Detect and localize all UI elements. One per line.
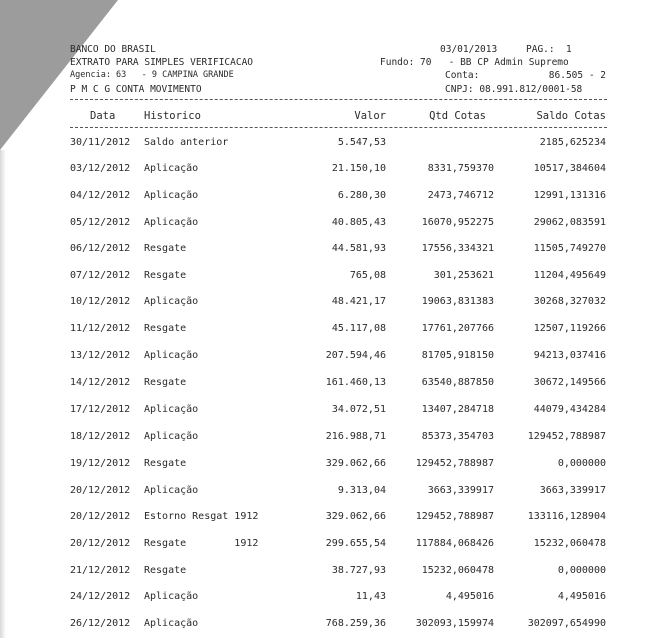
row-shares: 8331,759370: [427, 163, 494, 174]
row-history: Resgate: [144, 270, 187, 281]
row-shares: 85373,354703: [421, 431, 494, 442]
table-row: [0, 565, 655, 579]
row-shares: 13407,284718: [421, 404, 494, 415]
row-value: 329.062,66: [325, 511, 386, 522]
row-balance: 133116,128904: [527, 511, 606, 522]
row-value: 329.062,66: [325, 458, 386, 469]
row-date: 06/12/2012: [70, 243, 131, 254]
row-date: 11/12/2012: [70, 323, 131, 334]
row-balance: 10517,384604: [533, 163, 606, 174]
table-row: [0, 431, 655, 445]
row-history: Aplicação: [144, 404, 199, 415]
table-row: [0, 511, 655, 525]
row-balance: 94213,037416: [533, 350, 606, 361]
column-header-history: Historico: [144, 110, 201, 122]
row-balance: 4,495016: [557, 591, 606, 602]
table-row: [0, 190, 655, 204]
column-header-shares: Qtd Cotas: [429, 110, 486, 122]
row-history: Aplicação: [144, 217, 199, 228]
row-shares: 63540,887850: [421, 377, 494, 388]
row-shares: 15232,060478: [421, 565, 494, 576]
row-value: 34.072,51: [331, 404, 386, 415]
table-row: [0, 485, 655, 499]
row-value: 299.655,54: [325, 538, 386, 549]
table-row: [0, 538, 655, 552]
row-date: 21/12/2012: [70, 565, 131, 576]
row-balance: 0,000000: [557, 458, 606, 469]
table-row: [0, 243, 655, 257]
row-balance: 15232,060478: [533, 538, 606, 549]
row-shares: 129452,788987: [415, 458, 494, 469]
row-history: Aplicação: [144, 190, 199, 201]
fund-name: Fundo: 70 - BB CP Admin Supremo: [380, 57, 569, 68]
agency: Agencia: 63 - 9 CAMPINA GRANDE: [70, 70, 234, 80]
row-value: 207.594,46: [325, 350, 386, 361]
account-number: 86.505 - 2: [548, 70, 606, 81]
table-row: [0, 296, 655, 310]
row-history: Resgate: [144, 377, 187, 388]
row-date: 18/12/2012: [70, 431, 131, 442]
row-shares: 129452,788987: [415, 511, 494, 522]
row-value: 21.150,10: [331, 163, 386, 174]
row-balance: 44079,434284: [533, 404, 606, 415]
row-date: 24/12/2012: [70, 591, 131, 602]
row-shares: 17761,207766: [421, 323, 494, 334]
row-value: 45.117,08: [331, 323, 386, 334]
row-shares: 2473,746712: [427, 190, 494, 201]
row-history: Resgate: [144, 565, 187, 576]
row-balance: 129452,788987: [527, 431, 606, 442]
bank-name: BANCO DO BRASIL: [70, 44, 156, 55]
header-divider: [70, 99, 607, 100]
row-value: 768.259,36: [325, 618, 386, 629]
row-value: 216.988,71: [325, 431, 386, 442]
row-value: 38.727,93: [331, 565, 386, 576]
row-history: Aplicação: [144, 591, 199, 602]
row-date: 13/12/2012: [70, 350, 131, 361]
row-value: 9.313,04: [337, 485, 386, 496]
row-value: 5.547,53: [337, 137, 386, 148]
row-history: Aplicação: [144, 485, 199, 496]
row-shares: 4,495016: [445, 591, 494, 602]
row-value: 48.421,17: [331, 296, 386, 307]
row-history: Resgate 1912: [144, 538, 259, 549]
row-balance: 2185,625234: [539, 137, 606, 148]
row-balance: 11505,749270: [533, 243, 606, 254]
row-date: 20/12/2012: [70, 485, 131, 496]
column-header-divider: [70, 127, 607, 128]
row-value: 11,43: [355, 591, 386, 602]
row-date: 03/12/2012: [70, 163, 131, 174]
row-value: 40.805,43: [331, 217, 386, 228]
row-balance: 11204,495649: [533, 270, 606, 281]
cnpj: CNPJ: 08.991.812/0001-58: [445, 84, 583, 95]
table-row: [0, 591, 655, 605]
row-balance: 302097,654990: [527, 618, 606, 629]
row-balance: 0,000000: [557, 565, 606, 576]
row-history: Aplicação: [144, 350, 199, 361]
row-history: Resgate: [144, 243, 187, 254]
table-row: [0, 458, 655, 472]
row-value: 765,08: [349, 270, 386, 281]
page-number: PAG.: 1: [526, 44, 572, 55]
row-value: 44.581,93: [331, 243, 386, 254]
row-shares: 16070,952275: [421, 217, 494, 228]
table-row: [0, 323, 655, 337]
row-date: 17/12/2012: [70, 404, 131, 415]
row-balance: 30268,327032: [533, 296, 606, 307]
table-row: [0, 350, 655, 364]
row-date: 19/12/2012: [70, 458, 131, 469]
table-row: [0, 217, 655, 231]
row-balance: 3663,339917: [539, 485, 606, 496]
row-history: Aplicação: [144, 431, 199, 442]
row-shares: 301,253621: [433, 270, 494, 281]
table-row: [0, 163, 655, 177]
table-row: [0, 137, 655, 151]
row-shares: 81705,918150: [421, 350, 494, 361]
row-value: 6.280,30: [337, 190, 386, 201]
row-balance: 12991,131316: [533, 190, 606, 201]
row-shares: 17556,334321: [421, 243, 494, 254]
row-shares: 117884,068426: [415, 538, 494, 549]
row-date: 20/12/2012: [70, 538, 131, 549]
client-name: P M C G CONTA MOVIMENTO: [70, 84, 202, 95]
statement-date: 03/01/2013: [440, 44, 498, 55]
row-history: Aplicação: [144, 163, 199, 174]
column-header-balance: Saldo Cotas: [536, 110, 606, 122]
row-history: Saldo anterior: [144, 137, 229, 148]
row-history: Resgate: [144, 323, 187, 334]
row-balance: 29062,083591: [533, 217, 606, 228]
table-row: [0, 377, 655, 391]
row-history: Resgate: [144, 458, 187, 469]
row-date: 04/12/2012: [70, 190, 131, 201]
row-date: 26/12/2012: [70, 618, 131, 629]
row-value: 161.460,13: [325, 377, 386, 388]
row-history: Aplicação: [144, 618, 199, 629]
row-shares: 19063,831383: [421, 296, 494, 307]
row-date: 05/12/2012: [70, 217, 131, 228]
column-header-value: Valor: [354, 110, 386, 122]
row-history: Estorno Resgat 1912: [144, 511, 259, 522]
row-date: 14/12/2012: [70, 377, 131, 388]
report-title: EXTRATO PARA SIMPLES VERIFICACAO: [70, 57, 254, 68]
row-date: 07/12/2012: [70, 270, 131, 281]
row-date: 30/11/2012: [70, 137, 131, 148]
row-history: Aplicação: [144, 296, 199, 307]
row-balance: 30672,149566: [533, 377, 606, 388]
row-shares: 3663,339917: [427, 485, 494, 496]
row-shares: 302093,159974: [415, 618, 494, 629]
row-date: 20/12/2012: [70, 511, 131, 522]
table-row: [0, 270, 655, 284]
account-label: Conta:: [445, 70, 480, 81]
table-row: [0, 618, 655, 632]
row-date: 10/12/2012: [70, 296, 131, 307]
table-row: [0, 404, 655, 418]
row-balance: 12507,119266: [533, 323, 606, 334]
column-header-date: Data: [90, 110, 116, 122]
